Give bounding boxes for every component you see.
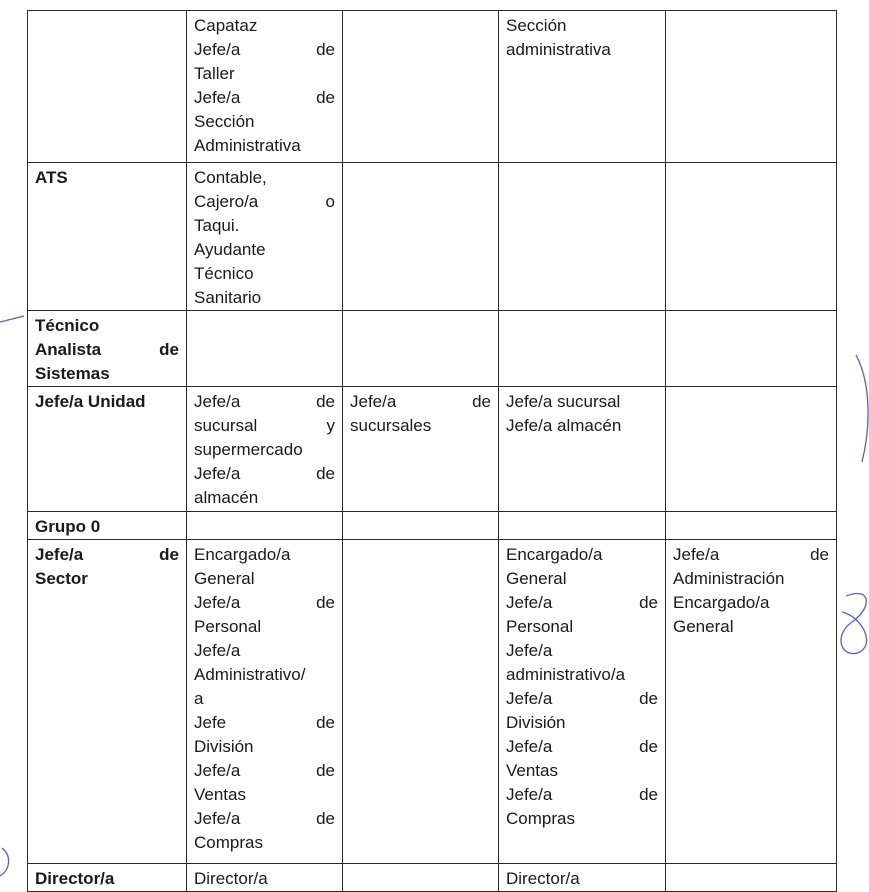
cell-line (350, 414, 491, 438)
cell-line (506, 783, 658, 807)
cell-text: Jefe/a Unidad (35, 392, 146, 411)
cell-text: administrativa (506, 40, 611, 59)
cell-text: Sección (506, 16, 567, 35)
category-cell (666, 387, 837, 512)
table-body (28, 11, 837, 892)
category-cell (187, 540, 343, 864)
category-cell (499, 11, 666, 163)
group-cell (28, 163, 187, 311)
cell-text: Jefe/a (35, 545, 84, 564)
cell-text: Jefe/a (673, 545, 720, 564)
table-row (28, 387, 837, 512)
cell-line (35, 166, 179, 190)
cell-text: Jefe/a (194, 809, 241, 828)
category-cell (343, 163, 499, 311)
cell-text: supermercado (194, 440, 303, 459)
cell-line (35, 338, 179, 362)
cell-line (506, 759, 658, 783)
cell-text: Ventas (506, 761, 558, 780)
cell-line (194, 414, 335, 438)
cell-text: Técnico (35, 316, 100, 335)
cell-text: División (506, 713, 566, 732)
cell-text: Administración (673, 569, 785, 588)
cell-text: Jefe/a (506, 737, 553, 756)
cell-text: de (159, 340, 179, 359)
cell-line (506, 543, 658, 567)
cell-text: a (194, 689, 204, 708)
cell-text: Cajero/a (194, 192, 259, 211)
table-row (28, 540, 837, 864)
cell-text: Jefe/a (194, 88, 241, 107)
cell-text: Técnico (194, 264, 254, 283)
cell-text: Personal (194, 617, 262, 636)
cell-text: de (639, 689, 658, 708)
group-cell (28, 387, 187, 512)
cell-text: Jefe/a (194, 464, 241, 483)
cell-line (506, 591, 658, 615)
cell-line (194, 286, 335, 310)
cell-text: Administrativo/ (194, 665, 306, 684)
cell-line (194, 543, 335, 567)
category-cell (666, 311, 837, 387)
group-cell (28, 512, 187, 540)
cell-text: Taqui. (194, 216, 240, 235)
cell-text: de (316, 593, 335, 612)
category-cell (343, 387, 499, 512)
cell-line (194, 134, 335, 158)
cell-line (506, 687, 658, 711)
cell-text: Jefe/a (506, 641, 553, 660)
cell-text: Taller (194, 64, 235, 83)
cell-text: Jefe/a almacén (506, 416, 622, 435)
cell-line (673, 591, 829, 615)
cell-text: Sistemas (35, 364, 110, 383)
cell-line (35, 567, 179, 591)
cell-text: Jefe/a (194, 392, 241, 411)
cell-text: de (316, 392, 335, 411)
cell-text: Administrativa (194, 136, 301, 155)
cell-text: sucursales (350, 416, 432, 435)
cell-text: Encargado/a (506, 545, 603, 564)
cell-text: Personal (506, 617, 574, 636)
cell-text: de (639, 593, 658, 612)
cell-line (194, 567, 335, 591)
cell-line (194, 14, 335, 38)
cell-text: ATS (35, 168, 68, 187)
cell-line (506, 390, 658, 414)
cell-line (506, 567, 658, 591)
cell-line (506, 663, 658, 687)
category-cell (187, 311, 343, 387)
cell-line (506, 639, 658, 663)
cell-text: Sección (194, 112, 255, 131)
cell-text: Contable, (194, 168, 267, 187)
cell-text: Encargado/a (673, 593, 770, 612)
cell-text: administrativo/a (506, 665, 626, 684)
cell-line (194, 38, 335, 62)
cell-line (35, 543, 179, 567)
cell-line (194, 486, 335, 510)
cell-line (673, 543, 829, 567)
cell-text: Compras (506, 809, 575, 828)
cell-line (506, 615, 658, 639)
cell-line (506, 867, 658, 891)
cell-text: Jefe/a sucursal (506, 392, 621, 411)
cell-line (194, 166, 335, 190)
cell-line (506, 14, 658, 38)
cell-text: almacén (194, 488, 259, 507)
cell-text: Ventas (194, 785, 246, 804)
cell-text: Encargado/a (194, 545, 291, 564)
cell-line (194, 110, 335, 134)
cell-text: de (472, 392, 491, 411)
category-cell (666, 512, 837, 540)
cell-text: Jefe/a (194, 761, 241, 780)
cell-text: Jefe/a (506, 689, 553, 708)
cell-line (194, 238, 335, 262)
table-row (28, 163, 837, 311)
cell-line (506, 735, 658, 759)
cell-line (194, 783, 335, 807)
cell-line (506, 38, 658, 62)
table-row (28, 311, 837, 387)
cell-text: sucursal (194, 416, 258, 435)
cell-line (194, 462, 335, 486)
cell-line (673, 615, 829, 639)
corner-tick-mark (0, 848, 9, 876)
category-cell (187, 512, 343, 540)
cell-line (194, 86, 335, 110)
cell-line (506, 807, 658, 831)
cell-line (35, 362, 179, 386)
group-cell (28, 11, 187, 163)
cell-text: Jefe/a (350, 392, 397, 411)
cell-text: Director/a (506, 869, 580, 888)
cell-line (194, 639, 335, 663)
cell-line (194, 438, 335, 462)
cell-line (194, 831, 335, 855)
category-cell (187, 387, 343, 512)
cell-text: Compras (194, 833, 263, 852)
cell-line (35, 390, 179, 414)
category-cell (187, 11, 343, 163)
cell-text: Ayudante (194, 240, 266, 259)
margin-bracket-mark (856, 355, 868, 462)
cell-text: Jefe/a (194, 40, 241, 59)
cell-text: de (316, 88, 335, 107)
cell-line (194, 190, 335, 214)
cell-text: de (316, 761, 335, 780)
category-cell (499, 311, 666, 387)
group-cell (28, 540, 187, 864)
cell-text: de (159, 545, 179, 564)
category-cell (499, 540, 666, 864)
cell-line (194, 735, 335, 759)
cell-line (35, 314, 179, 338)
category-cell (666, 540, 837, 864)
cell-text: Director/a (194, 869, 268, 888)
cell-text: Sector (35, 569, 88, 588)
cell-line (194, 687, 335, 711)
cell-text: Jefe/a (506, 785, 553, 804)
cell-line (194, 807, 335, 831)
cell-text: de (316, 40, 335, 59)
cell-text: Jefe/a (506, 593, 553, 612)
group-cell (28, 311, 187, 387)
margin-signature-mark (841, 593, 867, 653)
cell-text: de (639, 737, 658, 756)
cell-text: Jefe/a (194, 641, 241, 660)
category-cell (499, 387, 666, 512)
cell-line (194, 262, 335, 286)
cell-line (35, 867, 179, 891)
cell-line (194, 711, 335, 735)
cell-line (350, 390, 491, 414)
cell-line (194, 62, 335, 86)
category-cell (343, 512, 499, 540)
category-cell (343, 311, 499, 387)
cell-line (194, 867, 335, 891)
table-row (28, 512, 837, 540)
cell-text: de (639, 785, 658, 804)
cell-text: General (506, 569, 567, 588)
cell-text: o (325, 192, 335, 211)
margin-tick-mark (0, 316, 24, 322)
cell-text: Sanitario (194, 288, 262, 307)
cell-line (194, 214, 335, 238)
category-cell (666, 163, 837, 311)
cell-text: Jefe/a (194, 593, 241, 612)
cell-text: Analista (35, 340, 102, 359)
cell-line (194, 663, 335, 687)
category-cell (499, 163, 666, 311)
cell-line (194, 759, 335, 783)
cell-text: de (810, 545, 829, 564)
cell-text: de (316, 713, 335, 732)
cell-line (35, 515, 179, 539)
cell-line (194, 591, 335, 615)
cell-line (194, 615, 335, 639)
cell-text: de (316, 809, 335, 828)
cell-text: de (316, 464, 335, 483)
category-cell (343, 540, 499, 864)
cell-line (506, 414, 658, 438)
cell-text: Capataz (194, 16, 258, 35)
cell-text: General (673, 617, 734, 636)
category-cell (343, 11, 499, 163)
category-cell (666, 11, 837, 163)
cell-text: y (326, 416, 335, 435)
cell-text: General (194, 569, 255, 588)
cell-text: División (194, 737, 254, 756)
cell-line (673, 567, 829, 591)
classification-table (27, 10, 837, 892)
cell-text: Grupo 0 (35, 517, 101, 536)
category-cell (187, 163, 343, 311)
cell-line (194, 390, 335, 414)
cell-text: Director/a (35, 869, 115, 888)
table-row (28, 11, 837, 163)
cell-line (506, 711, 658, 735)
cell-text: Jefe (194, 713, 227, 732)
category-cell (499, 512, 666, 540)
